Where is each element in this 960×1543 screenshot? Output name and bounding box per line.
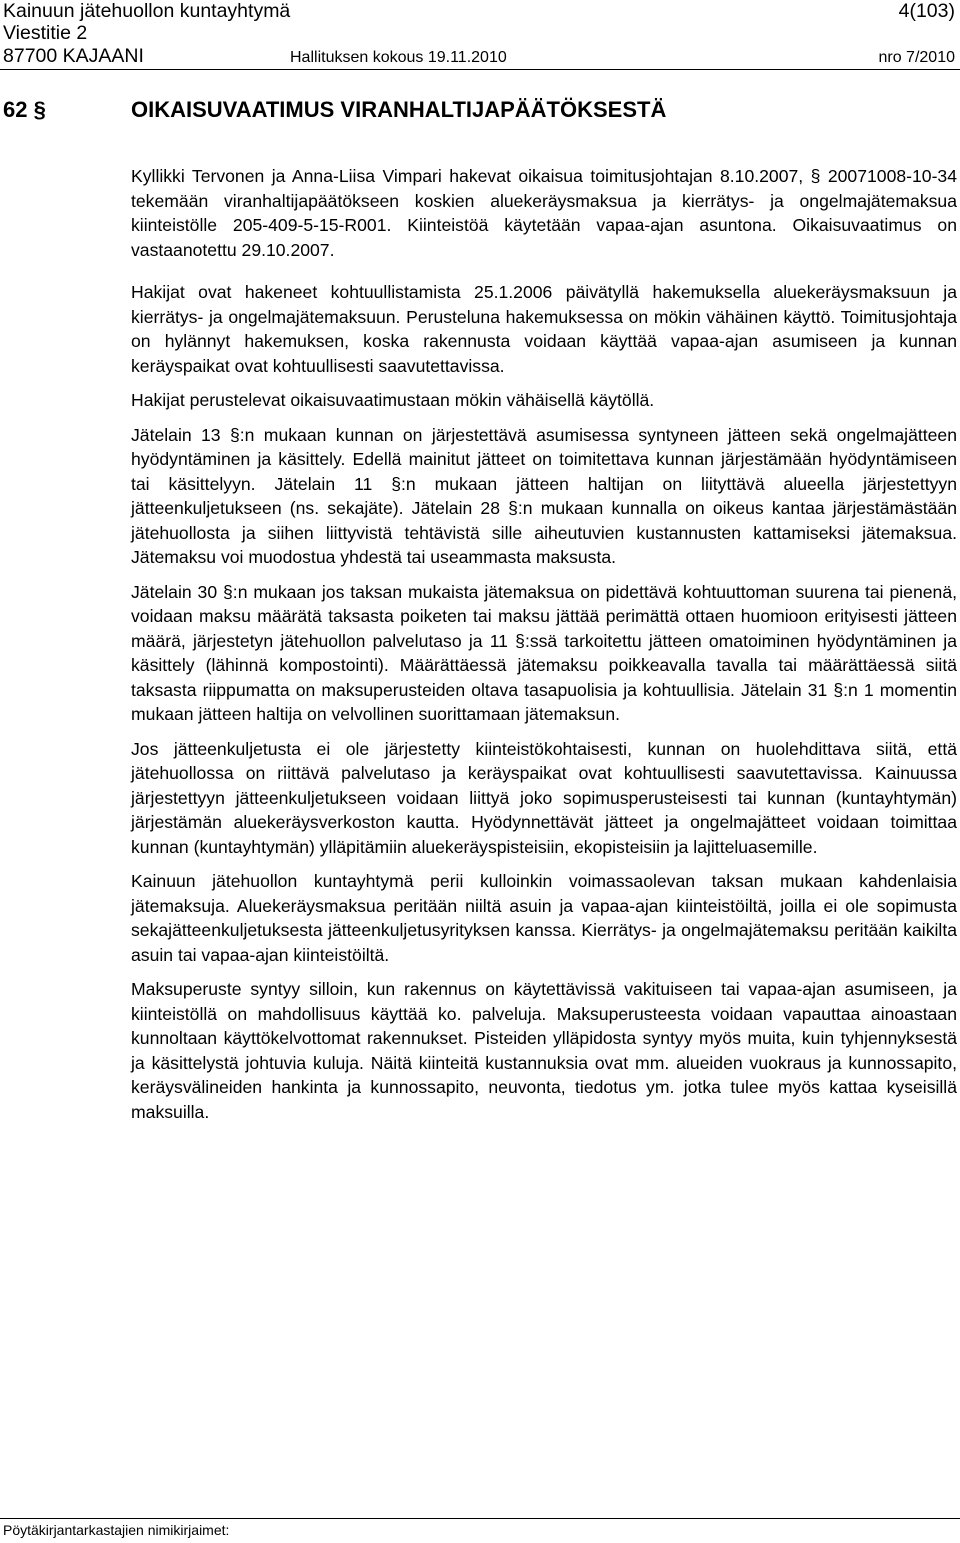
section-heading [3,97,666,123]
organization-name: Kainuun jätehuollon kuntayhtymä [3,0,291,22]
page-number: 4(103) [898,0,955,22]
city-address: 87700 KAJAANI [3,45,144,67]
paragraph: Kainuun jätehuollon kuntayhtymä perii kulloinkin voimassaolevan taksan mukaan kahdenlaisia jätemaksuja. Aluekeräysmaksua peritään niiltä asuin ja vapaa-ajan kiinteistöiltä, joilla ei ole sopimusta sekajätteenkuljetuksesta jätteenkuljetusyrityksen kanssa. Kierrätys- ja ongelmajätemaksu peritään kaikilta asuin tai vapaa-ajan kiinteistöiltä. [131,871,957,965]
header-divider [0,69,960,70]
meeting-number: nro 7/2010 [878,49,955,66]
paragraph: Jätelain 30 §:n mukaan jos taksan mukaista jätemaksua on pidettävä kohtuuttoman suurena tai pienenä, voidaan maksu määrätä taksasta poiketen tai maksu jättää perimättä ottaen huomioon erityisesti jätteen määrä, järjestetyn jätehuollon palvelutaso ja 11 §:ssä tarkoitettu jätteen omatoiminen hyödyntäminen ja käsittely (lähinnä kompostointi). Määrättäessä jätemaksu poikkeavalla tavalla tai määrättäessä siitä taksasta riippumatta on maksuperusteiden oltava tasapuolisia ja kohtuullisia. Jätelain 31 §:n 1 momentin mukaan jätteen haltija on velvollinen suorittamaan jätemaksun. [131,581,957,724]
paragraph: Hakijat perustelevat oikaisuvaatimustaan mökin vähäisellä käytöllä. [131,390,655,410]
meeting-name: Hallituksen kokous 19.11.2010 [290,49,507,66]
paragraph: Jos jätteenkuljetusta ei ole järjestetty kiinteistökohtaisesti, kunnan on huolehdittava siitä, että jätehuollossa on riittävä palvelutaso ja keräyspaikat ovat kohtuullisesti saavutettavissa. Kainuussa järjestettyyn jätteenkuljetukseen voidaan liittyä joko sopimusperusteisesti tai kunnan (kuntayhtymän) järjestämän aluekeräysverkoston kautta. Hyödynnettävät jätteet ja ongelmajätteet voidaan toimittaa kunnan (kuntayhtymän) ylläpitämiin aluekeräyspisteisiin, ekopisteisiin ja lajitteluasemille. [131,738,957,857]
signature-label: Pöytäkirjantarkastajien nimikirjaimet: [3,1522,230,1538]
paragraph: Jätelain 13 §:n mukaan kunnan on järjestettävä asumisessa syntyneen jätteen sekä ongelmajätteen hyödyntäminen ja käsittely. Edellä mainitut jätteet on toimitettava kunnan järjestämään hyödyntämiseen tai käsittelyyn. Jätelain 11 §:n mukaan jätteen haltijan on liityttävä alueella järjestettyyn jätteenkuljetukseen (ns. sekajäte). Jätelain 28 §:n mukaan kunnalla on oikeus kantaa järjestämästään jätehuollosta ja siihen liittyvistä tehtävistä sille aiheutuvien kustannusten kattamiseksi jätemaksua. Jätemaksu voi muodostua yhdestä tai useammasta maksusta. [131,424,957,567]
footer-divider [0,1518,960,1519]
section-title: OIKAISUVAATIMUS VIRANHALTIJAPÄÄTÖKSESTÄ [131,97,667,122]
document-body [131,164,957,1134]
street-address: Viestitie 2 [3,22,88,44]
paragraph: Maksuperuste syntyy silloin, kun rakennus on käytettävissä vakituiseen tai vapaa-ajan asumiseen, ja kiinteistöllä on mahdollisuus käyttää ko. palveluja. Maksuperusteesta voidaan vapauttaa ainoastaan kunnoltaan käyttökelvottomat rakennukset. Pisteiden ylläpidosta syntyy myös muita, kuin tyhjennyksestä ja käsittelystä johtuvia kuluja. Näitä kiinteitä kustannuksia ovat mm. alueiden vuokraus ja kunnossapito, keräysvälineiden hankinta ja kunnossapito, neuvonta, tiedotus ym. jotka tulee myös kattaa kyseisillä maksuilla. [131,979,957,1122]
paragraph: Kyllikki Tervonen ja Anna-Liisa Vimpari hakevat oikaisua toimitusjohtajan 8.10.2007, § 20071008-10-34 tekemään viranhaltijapäätökseen koskien aluekeräysmaksua ja kierrätys- ja ongelmajätemaksua kiinteistölle 205-409-5-15-R001. Kiinteistöä käytetään vapaa-ajan asuntona. Oikaisuvaatimus on vastaanotettu 29.10.2007. [131,166,957,260]
paragraph: Hakijat ovat hakeneet kohtuullistamista 25.1.2006 päivätyllä hakemuksella aluekeräysmaksuun ja kierrätys- ja ongelmajätemaksuun. Perusteluna hakemuksessa on mökin vähäinen käyttö. Toimitusjohtaja on hylännyt hakemuksen, koska rakennusta voidaan käyttää vapaa-ajan asumiseen ja kunnan keräyspaikat ovat kohtuullisesti saavutettavissa. [131,282,957,376]
section-number: 62 § [3,97,46,122]
